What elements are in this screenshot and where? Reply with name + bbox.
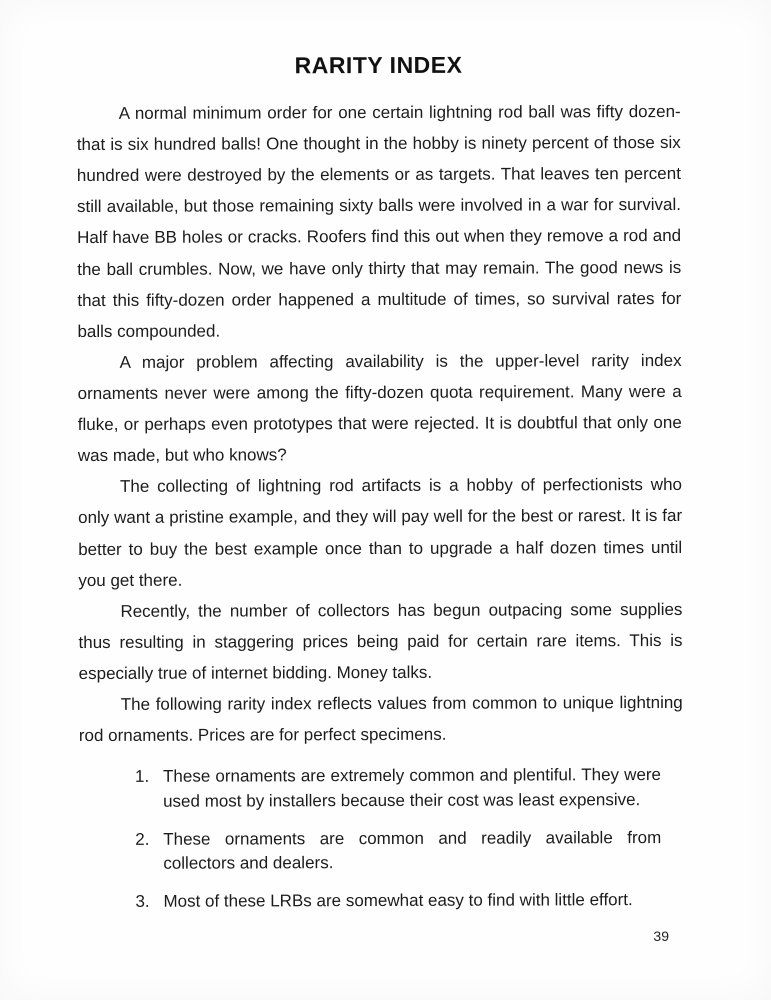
page-number: 39 bbox=[653, 928, 669, 944]
list-item-text: Most of these LRBs are somewhat easy to find with little effort. bbox=[163, 889, 633, 911]
paragraph-2: A major problem affecting availability is the upper-level rarity index ornaments never were among the fifty-dozen quota requirement. Many were a fluke, or perhaps even prototypes that were rejected. It is doubtful that only one was made, but who knows? bbox=[77, 350, 682, 466]
paragraph-3: The collecting of lightning rod artifacts is a hobby of perfectionists who only want a pristine example, and they will pay well for the best or rarest. It is far better to buy the best example once than to upgrade a half dozen times until you get there. bbox=[78, 475, 683, 590]
list-item-text: These ornaments are common and readily available from collectors and dealers. bbox=[163, 827, 662, 873]
paragraph-1: A normal minimum order for one certain lightning rod ball was fifty dozen-that is six hundred balls! One thought in the hobby is ninety percent of those six hundred were destroyed by the elements or as targets. That leaves ten percent still available, but those remaining sixty balls were involved in a war for survival. Half have BB holes or cracks. Roofers find this out when they remove a rod and the ball crumbles. Now, we have only thirty that may remain. The good news is that this fifty-dozen order happened a multitude of times, so survival rates for balls compounded. bbox=[76, 101, 682, 341]
list-item bbox=[109, 763, 683, 814]
page-title: RARITY INDEX bbox=[294, 51, 463, 79]
list-item bbox=[109, 888, 683, 915]
rarity-index-list bbox=[79, 763, 684, 914]
list-item-number: 2. bbox=[135, 829, 150, 849]
list-item-number: 1. bbox=[134, 767, 150, 787]
list-item bbox=[109, 826, 683, 877]
list-item-text: These ornaments are extremely common and plentiful. They were used most by installers because their cost was least expensive. bbox=[162, 765, 662, 811]
list-item-number: 3. bbox=[135, 891, 150, 911]
page-content bbox=[76, 51, 683, 928]
paragraph-4: Recently, the number of collectors has begun outpacing some supplies thus resulting in staggering prices being paid for certain rare items. This is especially true of internet bidding. Money talks. bbox=[78, 599, 683, 684]
body-text bbox=[77, 96, 683, 751]
paragraph-5: The following rarity index reflects values from common to unique lightning rod ornaments. Prices are for perfect specimens. bbox=[78, 693, 683, 746]
